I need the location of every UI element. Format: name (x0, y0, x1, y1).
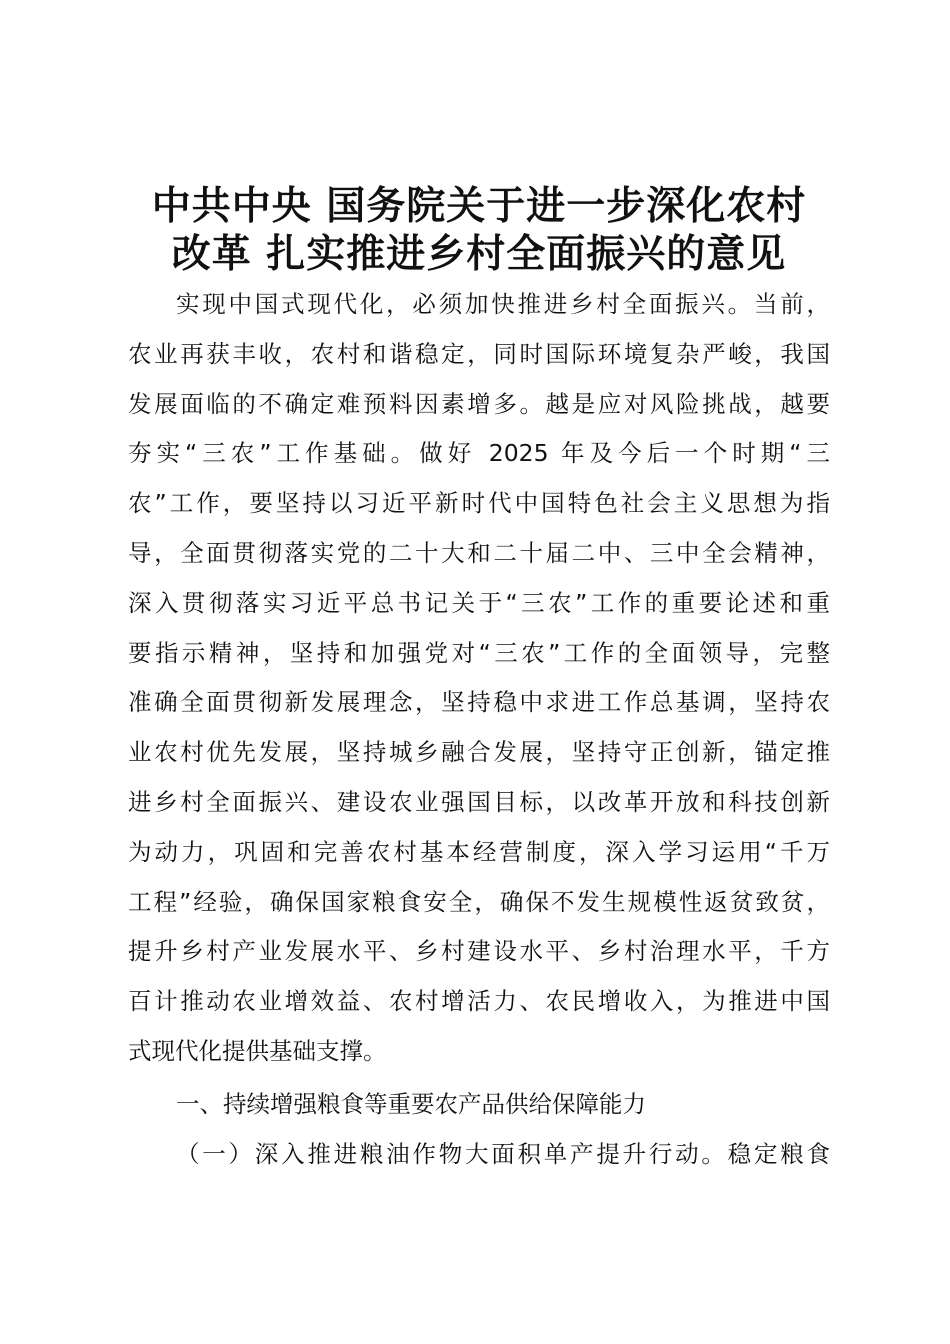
paragraph-line: 百计推动农业增效益、农村增活力、农民增收入，为推进中国 (128, 987, 830, 1016)
paragraph-line: 提升乡村产业发展水平、乡村建设水平、乡村治理水平，千方 (128, 937, 830, 966)
paragraph-line: 准确全面贯彻新发展理念，坚持稳中求进工作总基调，坚持农 (128, 688, 830, 717)
paragraph-line: 农业再获丰收，农村和谐稳定，同时国际环境复杂严峻，我国 (128, 339, 830, 368)
paragraph-line: 进乡村全面振兴、建设农业强国目标，以改革开放和科技创新 (128, 788, 830, 816)
document-title-line-1: 中共中央 国务院关于进一步深化农村 (151, 184, 807, 229)
paragraph-line: 夯实“三农”工作基础。做好 2025 年及今后一个时期“三 (128, 439, 830, 468)
paragraph-line: 导，全面贯彻落实党的二十大和二十届二中、三中全会精神， (128, 539, 830, 567)
subsection-line: （一）深入推进粮油作物大面积单产提升行动。稳定粮食 (176, 1140, 830, 1168)
paragraph-line: 深入贯彻落实习近平总书记关于“三农”工作的重要论述和重 (128, 588, 830, 617)
paragraph-line: 农”工作，要坚持以习近平新时代中国特色社会主义思想为指 (128, 489, 830, 518)
paragraph-line: 实现中国式现代化，必须加快推进乡村全面振兴。当前， (176, 290, 830, 318)
paragraph-line: 式现代化提供基础支撑。 (128, 1037, 387, 1065)
paragraph-line: 工程”经验，确保国家粮食安全，确保不发生规模性返贫致贫， (128, 887, 830, 916)
paragraph-line: 要指示精神，坚持和加强党对“三农”工作的全面领导，完整 (128, 638, 830, 667)
paragraph-line: 业农村优先发展，坚持城乡融合发展，坚持守正创新，锚定推 (128, 738, 830, 767)
paragraph-line: 为动力，巩固和完善农村基本经营制度，深入学习运用“千万 (128, 837, 830, 866)
section-heading: 一、持续增强粮食等重要农产品供给保障能力 (176, 1090, 646, 1118)
paragraph-line: 发展面临的不确定难预料因素增多。越是应对风险挑战，越要 (128, 389, 830, 418)
document-title-line-2: 改革 扎实推进乡村全面振兴的意见 (171, 232, 787, 277)
